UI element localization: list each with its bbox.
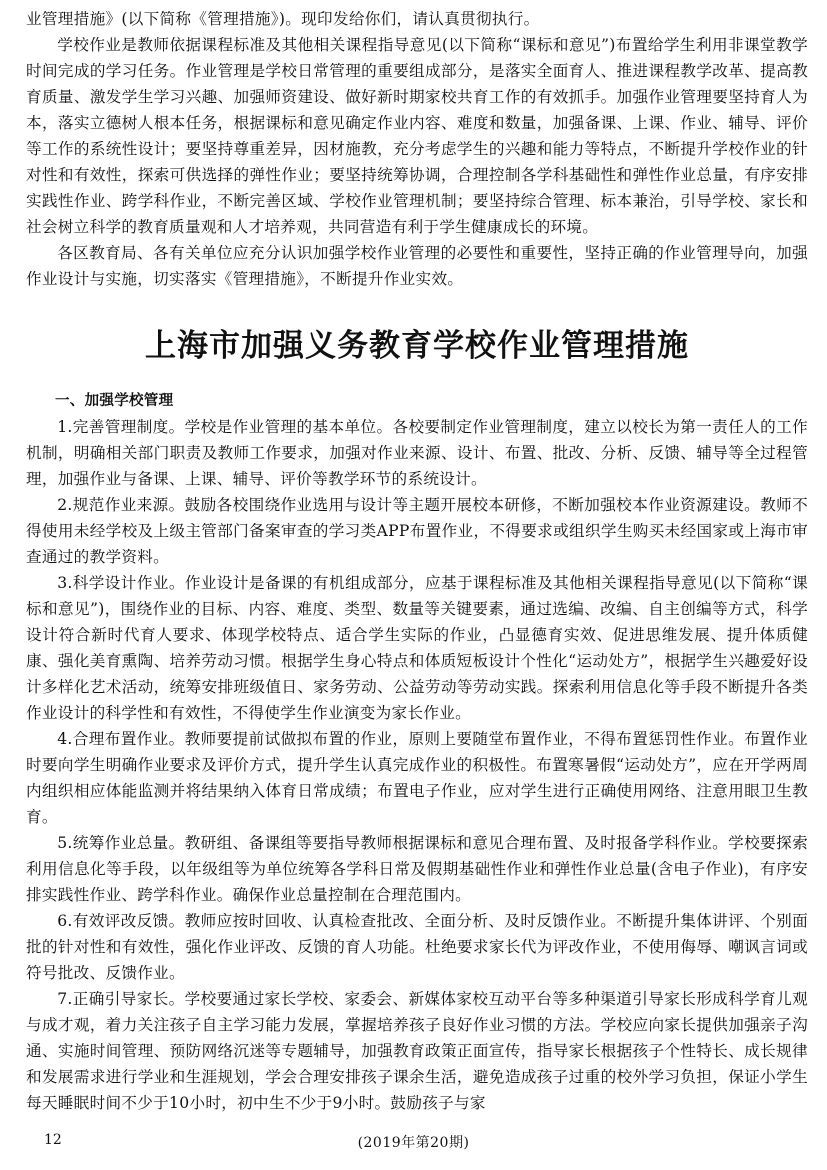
measure-item: 1.完善管理制度。学校是作业管理的基本单位。各校要制定作业管理制度，建立以校长为第一责任人的工作机制，明确相关部门职责及教师工作要求，加强对作业来源、设计、布置、批改、分析、反馈、辅导等全过程管理，加强作业与备课、上课、辅导、评价等教学环节的系统设计。 [26,418,808,488]
intro-paragraph: 业管理措施》(以下简称《管理措施》)。现印发给你们，请认真贯彻执行。 [26,10,540,28]
document-title: 上海市加强义务教育学校作业管理措施 [145,328,689,364]
measure-item: 6.有效评改反馈。教师应按时回收、认真检查批改、全面分析、及时反馈作业。不断提升集体讲评、个别面批的针对性和有效性，强化作业评改、反馈的育人功能。杜绝要求家长代为评改作业，不使用侮辱、嘲讽言词或符号批改、反馈作业。 [26,912,808,982]
measure-item: 7.正确引导家长。学校要通过家长学校、家委会、新媒体家校互动平台等多种渠道引导家长形成科学育儿观与成才观，着力关注孩子自主学习能力发展，掌握培养孩子良好作业习惯的方法。学校应向家长提供加强亲子沟通、实施时间管理、预防网络沉迷等专题辅导，加强教育政策正面宣传，指导家长根据孩子个性特长、成长规律和发展需求进行学业和生涯规划，学会合理安排孩子课余生活，避免造成孩子过重的校外学习负担，保证小学生每天睡眠时间不少于10小时，初中生不少于9小时。鼓励孩子与家 [26,990,808,1112]
document-body [26,6,808,1116]
intro-section [26,6,808,292]
measure-item: 4.合理布置作业。教师要提前试做拟布置的作业，原则上要随堂布置作业，不得布置惩罚性作业。布置作业时要向学生明确作业要求及评价方式，提升学生认真完成作业的积极性。布置寒暑假“运动处方”，应在开学两周内组织相应体能监测并将结果纳入体育日常成绩；布置电子作业，应对学生进行正确使用网络、注意用眼卫生教育。 [26,730,808,826]
intro-paragraph: 各区教育局、各有关单位应充分认识加强学校作业管理的必要性和重要性，坚持正确的作业管理导向，加强作业设计与实施，切实落实《管理措施》，不断提升作业实效。 [26,244,808,288]
intro-paragraph: 学校作业是教师依据课程标准及其他相关课程指导意见(以下简称“课标和意见”)布置给学生利用非课堂教学时间完成的学习任务。作业管理是学校日常管理的重要组成部分，是落实全面育人、推进课程教学改革、提高教育质量、激发学生学习兴趣、加强师资建设、做好新时期家校共育工作的有效抓手。加强作业管理要坚持育人为本，落实立德树人根本任务，根据课标和意见确定作业内容、难度和数量，加强备课、上课、作业、辅导、评价等工作的系统性设计；要坚持尊重差异，因材施教，充分考虑学生的兴趣和能力等特点，不断提升学校作业的针对性和有效性，探索可供选择的弹性作业；要坚持统筹协调，合理控制各学科基础性和弹性作业总量，有序安排实践性作业、跨学科作业，不断完善区域、学校作业管理机制；要坚持综合管理、标本兼治，引导学校、家长和社会树立科学的教育质量观和人才培养观，共同营造有利于学生健康成长的环境。 [26,36,808,236]
measures-list [26,414,808,1116]
section-heading: 一、加强学校管理 [55,393,174,409]
page-number: 12 [44,1132,62,1148]
issue-label: (2019年第20期) [357,1135,470,1151]
measure-item: 5.统筹作业总量。教研组、备课组等要指导教师根据课标和意见合理布置、及时报备学科作业。学校要探索利用信息化等手段，以年级组等为单位统筹各学科日常及假期基础性作业和弹性作业总量(含电子作业)，有序安排实践性作业、跨学科作业。确保作业总量控制在合理范围内。 [26,834,808,904]
measure-item: 2.规范作业来源。鼓励各校围绕作业选用与设计等主题开展校本研修，不断加强校本作业资源建设。教师不得使用未经学校及上级主管部门备案审查的学习类APP布置作业，不得要求或组织学生购买未经国家或上海市审查通过的教学资料。 [26,496,808,566]
measure-item: 3.科学设计作业。作业设计是备课的有机组成部分，应基于课程标准及其他相关课程指导意见(以下简称“课标和意见”)，围绕作业的目标、内容、难度、类型、数量等关键要素，通过选编、改编、自主创编等方式，科学设计符合新时代育人要求、体现学校特点、适合学生实际的作业，凸显德育实效、促进思维发展、提升体质健康、强化美育熏陶、培养劳动习惯。根据学生身心特点和体质短板设计个性化“运动处方”，根据学生兴趣爱好设计多样化艺术活动，统筹安排班级值日、家务劳动、公益劳动等劳动实践。探索利用信息化等手段不断提升各类作业设计的科学性和有效性，不得使学生作业演变为家长作业。 [26,574,808,722]
page-footer [0,1128,827,1154]
